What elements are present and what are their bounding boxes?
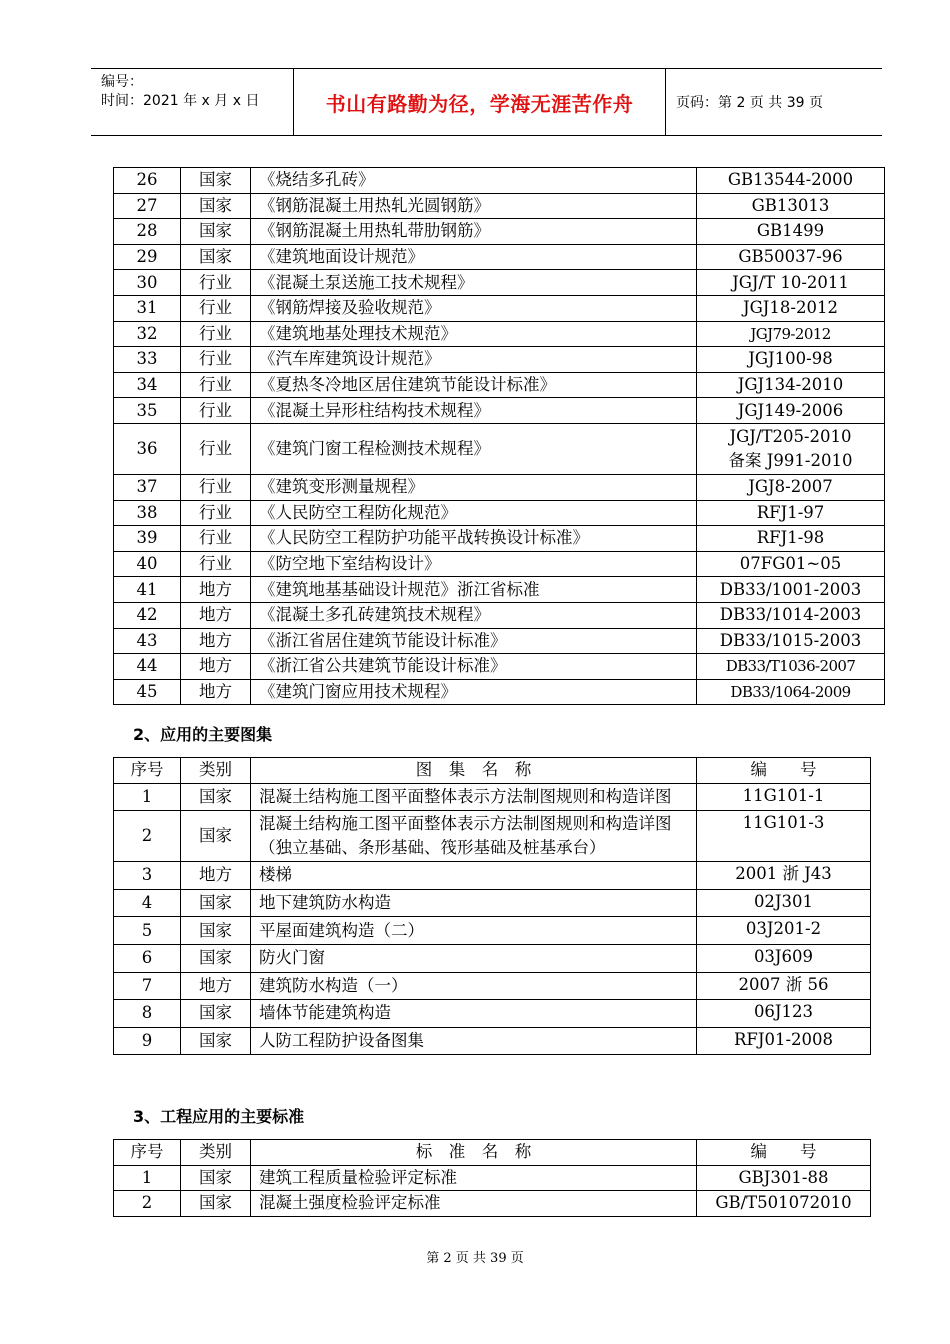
cell-no: 1 <box>114 1165 181 1191</box>
cell-no: 5 <box>114 917 181 945</box>
cell-no: 36 <box>114 423 181 474</box>
cell-no: 3 <box>114 862 181 890</box>
cell-code: GB13544-2000 <box>697 168 885 194</box>
cell-type: 地方 <box>181 862 251 890</box>
table-row <box>114 1191 871 1217</box>
header-name: 图 集 名 称 <box>251 758 697 784</box>
cell-name: 《建筑地基基础设计规范》浙江省标准 <box>251 577 697 603</box>
cell-code: RFJ1-97 <box>697 500 885 526</box>
cell-no: 7 <box>114 972 181 1000</box>
cell-type: 地方 <box>181 577 251 603</box>
cell-code: RFJ1-98 <box>697 526 885 552</box>
cell-name: 楼梯 <box>251 862 697 890</box>
cell-type: 国家 <box>181 944 251 972</box>
cell-code: GB/T501072010 <box>697 1191 871 1217</box>
cell-code: 11G101-3 <box>697 811 871 862</box>
cell-code: 07FG01~05 <box>697 551 885 577</box>
cell-name: 混凝土强度检验评定标准 <box>251 1191 697 1217</box>
cell-name: 《钢筋混凝土用热轧带肋钢筋》 <box>251 219 697 245</box>
cell-no: 35 <box>114 398 181 424</box>
table-header-row <box>114 758 871 784</box>
cell-code: 03J201-2 <box>697 917 871 945</box>
cell-type: 国家 <box>181 168 251 194</box>
table-row <box>114 944 871 972</box>
table-row <box>114 1000 871 1028</box>
cell-code: 11G101-1 <box>697 783 871 811</box>
cell-code: RFJ01-2008 <box>697 1027 871 1055</box>
cell-type: 国家 <box>181 1191 251 1217</box>
table-row <box>114 917 871 945</box>
cell-type: 行业 <box>181 321 251 347</box>
table-row <box>114 474 885 500</box>
cell-code: 2001 浙 J43 <box>697 862 871 890</box>
cell-code: DB33/1014-2003 <box>697 602 885 628</box>
cell-type: 地方 <box>181 628 251 654</box>
table-row <box>114 783 871 811</box>
cell-type: 行业 <box>181 372 251 398</box>
table-row <box>114 628 885 654</box>
cell-type: 国家 <box>181 917 251 945</box>
cell-code: DB33/1001-2003 <box>697 577 885 603</box>
cell-name: 《夏热冬冷地区居住建筑节能设计标准》 <box>251 372 697 398</box>
cell-no: 33 <box>114 347 181 373</box>
cell-code: 06J123 <box>697 1000 871 1028</box>
cell-type: 国家 <box>181 889 251 917</box>
cell-name: 《浙江省公共建筑节能设计标准》 <box>251 654 697 680</box>
cell-no: 4 <box>114 889 181 917</box>
header-meta <box>91 69 293 135</box>
cell-name: 墙体节能建筑构造 <box>251 1000 697 1028</box>
cell-no: 31 <box>114 295 181 321</box>
table-row <box>114 347 885 373</box>
number-label: 编号： <box>101 74 143 90</box>
table-row <box>114 1165 871 1191</box>
cell-type: 行业 <box>181 398 251 424</box>
header-page-info: 页码：第 2 页 共 39 页 <box>676 95 823 111</box>
cell-no: 39 <box>114 526 181 552</box>
cell-code: JGJ/T 10-2011 <box>697 270 885 296</box>
table-row <box>114 577 885 603</box>
cell-name: 《人民防空工程防化规范》 <box>251 500 697 526</box>
cell-code-line: JGJ/T205-2010 <box>729 426 852 446</box>
cell-no: 37 <box>114 474 181 500</box>
cell-name: 《建筑门窗工程检测技术规程》 <box>251 423 697 474</box>
page-footer: 第 2 页 共 39 页 <box>426 1251 524 1266</box>
cell-name: 《建筑地基处理技术规范》 <box>251 321 697 347</box>
cell-no: 45 <box>114 679 181 705</box>
cell-type: 行业 <box>181 295 251 321</box>
cell-name: 地下建筑防水构造 <box>251 889 697 917</box>
cell-code: JGJ149-2006 <box>697 398 885 424</box>
header-code: 编 号 <box>697 1140 871 1166</box>
cell-name: 混凝土结构施工图平面整体表示方法制图规则和构造详图 <box>251 783 697 811</box>
cell-type: 国家 <box>181 811 251 862</box>
cell-type: 地方 <box>181 654 251 680</box>
header-name: 标 准 名 称 <box>251 1140 697 1166</box>
cell-no: 41 <box>114 577 181 603</box>
header-type: 类别 <box>181 1140 251 1166</box>
cell-name: 《钢筋混凝土用热轧光圆钢筋》 <box>251 193 697 219</box>
cell-type: 行业 <box>181 270 251 296</box>
standards-table <box>113 167 885 705</box>
cell-type: 地方 <box>181 972 251 1000</box>
cell-code: 2007 浙 56 <box>697 972 871 1000</box>
cell-type: 地方 <box>181 679 251 705</box>
cell-code: JGJ79-2012 <box>697 321 885 347</box>
cell-name: 建筑工程质量检验评定标准 <box>251 1165 697 1191</box>
cell-name: 《浙江省居住建筑节能设计标准》 <box>251 628 697 654</box>
cell-code: GBJ301-88 <box>697 1165 871 1191</box>
cell-type: 行业 <box>181 423 251 474</box>
cell-no: 26 <box>114 168 181 194</box>
cell-name: 《防空地下室结构设计》 <box>251 551 697 577</box>
table-row <box>114 811 871 862</box>
cell-no: 2 <box>114 811 181 862</box>
header-code: 编 号 <box>697 758 871 784</box>
cell-name: 《建筑门窗应用技术规程》 <box>251 679 697 705</box>
cell-no: 6 <box>114 944 181 972</box>
cell-no: 29 <box>114 244 181 270</box>
table-row <box>114 862 871 890</box>
table-row <box>114 526 885 552</box>
cell-code-line: 备案 J991-2010 <box>728 450 853 470</box>
cell-name: 平屋面建筑构造（二） <box>251 917 697 945</box>
cell-type: 行业 <box>181 474 251 500</box>
cell-code: JGJ8-2007 <box>697 474 885 500</box>
cell-code: 03J609 <box>697 944 871 972</box>
cell-code: 02J301 <box>697 889 871 917</box>
table-row <box>114 654 885 680</box>
engineering-standards-table <box>113 1139 871 1217</box>
cell-type: 行业 <box>181 551 251 577</box>
cell-name: 《建筑变形测量规程》 <box>251 474 697 500</box>
cell-name: 人防工程防护设备图集 <box>251 1027 697 1055</box>
table-row <box>114 972 871 1000</box>
cell-no: 2 <box>114 1191 181 1217</box>
cell-type: 地方 <box>181 602 251 628</box>
cell-no: 28 <box>114 219 181 245</box>
table-row <box>114 321 885 347</box>
cell-no: 8 <box>114 1000 181 1028</box>
table-row <box>114 398 885 424</box>
cell-code: GB1499 <box>697 219 885 245</box>
cell-code: GB50037-96 <box>697 244 885 270</box>
cell-no: 38 <box>114 500 181 526</box>
header-no: 序号 <box>114 1140 181 1166</box>
atlas-table <box>113 757 871 1055</box>
cell-name: 《汽车库建筑设计规范》 <box>251 347 697 373</box>
cell-type: 行业 <box>181 500 251 526</box>
cell-name: 《混凝土异形柱结构技术规程》 <box>251 398 697 424</box>
time-label: 时间：2021 年 x 月 x 日 <box>101 93 260 109</box>
cell-code: JGJ100-98 <box>697 347 885 373</box>
cell-no: 30 <box>114 270 181 296</box>
table-row <box>114 244 885 270</box>
table-row <box>114 679 885 705</box>
cell-code: GB13013 <box>697 193 885 219</box>
table-row <box>114 500 885 526</box>
cell-type: 行业 <box>181 347 251 373</box>
cell-name: 《人民防空工程防护功能平战转换设计标准》 <box>251 526 697 552</box>
cell-name: 《混凝土泵送施工技术规程》 <box>251 270 697 296</box>
table-row <box>114 889 871 917</box>
cell-name: 《烧结多孔砖》 <box>251 168 697 194</box>
cell-code: JGJ134-2010 <box>697 372 885 398</box>
cell-type: 国家 <box>181 193 251 219</box>
cell-no: 1 <box>114 783 181 811</box>
table-row <box>114 551 885 577</box>
table-row <box>114 602 885 628</box>
cell-name: 建筑防水构造（一） <box>251 972 697 1000</box>
table-row <box>114 193 885 219</box>
cell-code <box>697 423 885 474</box>
cell-type: 国家 <box>181 783 251 811</box>
table-row <box>114 423 885 474</box>
cell-code: DB33/1015-2003 <box>697 628 885 654</box>
table-row <box>114 372 885 398</box>
cell-name: 防火门窗 <box>251 944 697 972</box>
cell-no: 40 <box>114 551 181 577</box>
cell-code: JGJ18-2012 <box>697 295 885 321</box>
cell-no: 32 <box>114 321 181 347</box>
cell-no: 34 <box>114 372 181 398</box>
table-row <box>114 219 885 245</box>
section-3-title: 3、工程应用的主要标准 <box>133 1107 305 1126</box>
cell-no: 44 <box>114 654 181 680</box>
cell-no: 43 <box>114 628 181 654</box>
cell-type: 国家 <box>181 1165 251 1191</box>
cell-no: 27 <box>114 193 181 219</box>
table-header-row <box>114 1140 871 1166</box>
header-type: 类别 <box>181 758 251 784</box>
header-no: 序号 <box>114 758 181 784</box>
cell-name: 《钢筋焊接及验收规范》 <box>251 295 697 321</box>
cell-no: 9 <box>114 1027 181 1055</box>
cell-code: DB33/T1036-2007 <box>697 654 885 680</box>
cell-name: 《混凝土多孔砖建筑技术规程》 <box>251 602 697 628</box>
header-motto: 书山有路勤为径，学海无涯苦作舟 <box>293 69 666 135</box>
cell-name: 混凝土结构施工图平面整体表示方法制图规则和构造详图（独立基础、条形基础、筏形基础及桩基承台） <box>251 811 697 862</box>
cell-type: 国家 <box>181 1000 251 1028</box>
table-row <box>114 270 885 296</box>
table-row <box>114 1027 871 1055</box>
cell-type: 国家 <box>181 1027 251 1055</box>
table-row <box>114 295 885 321</box>
cell-type: 国家 <box>181 244 251 270</box>
cell-no: 42 <box>114 602 181 628</box>
cell-type: 行业 <box>181 526 251 552</box>
page-header <box>91 68 882 136</box>
cell-type: 国家 <box>181 219 251 245</box>
cell-code: DB33/1064-2009 <box>697 679 885 705</box>
cell-name: 《建筑地面设计规范》 <box>251 244 697 270</box>
table-row <box>114 168 885 194</box>
section-2-title: 2、应用的主要图集 <box>133 725 273 744</box>
